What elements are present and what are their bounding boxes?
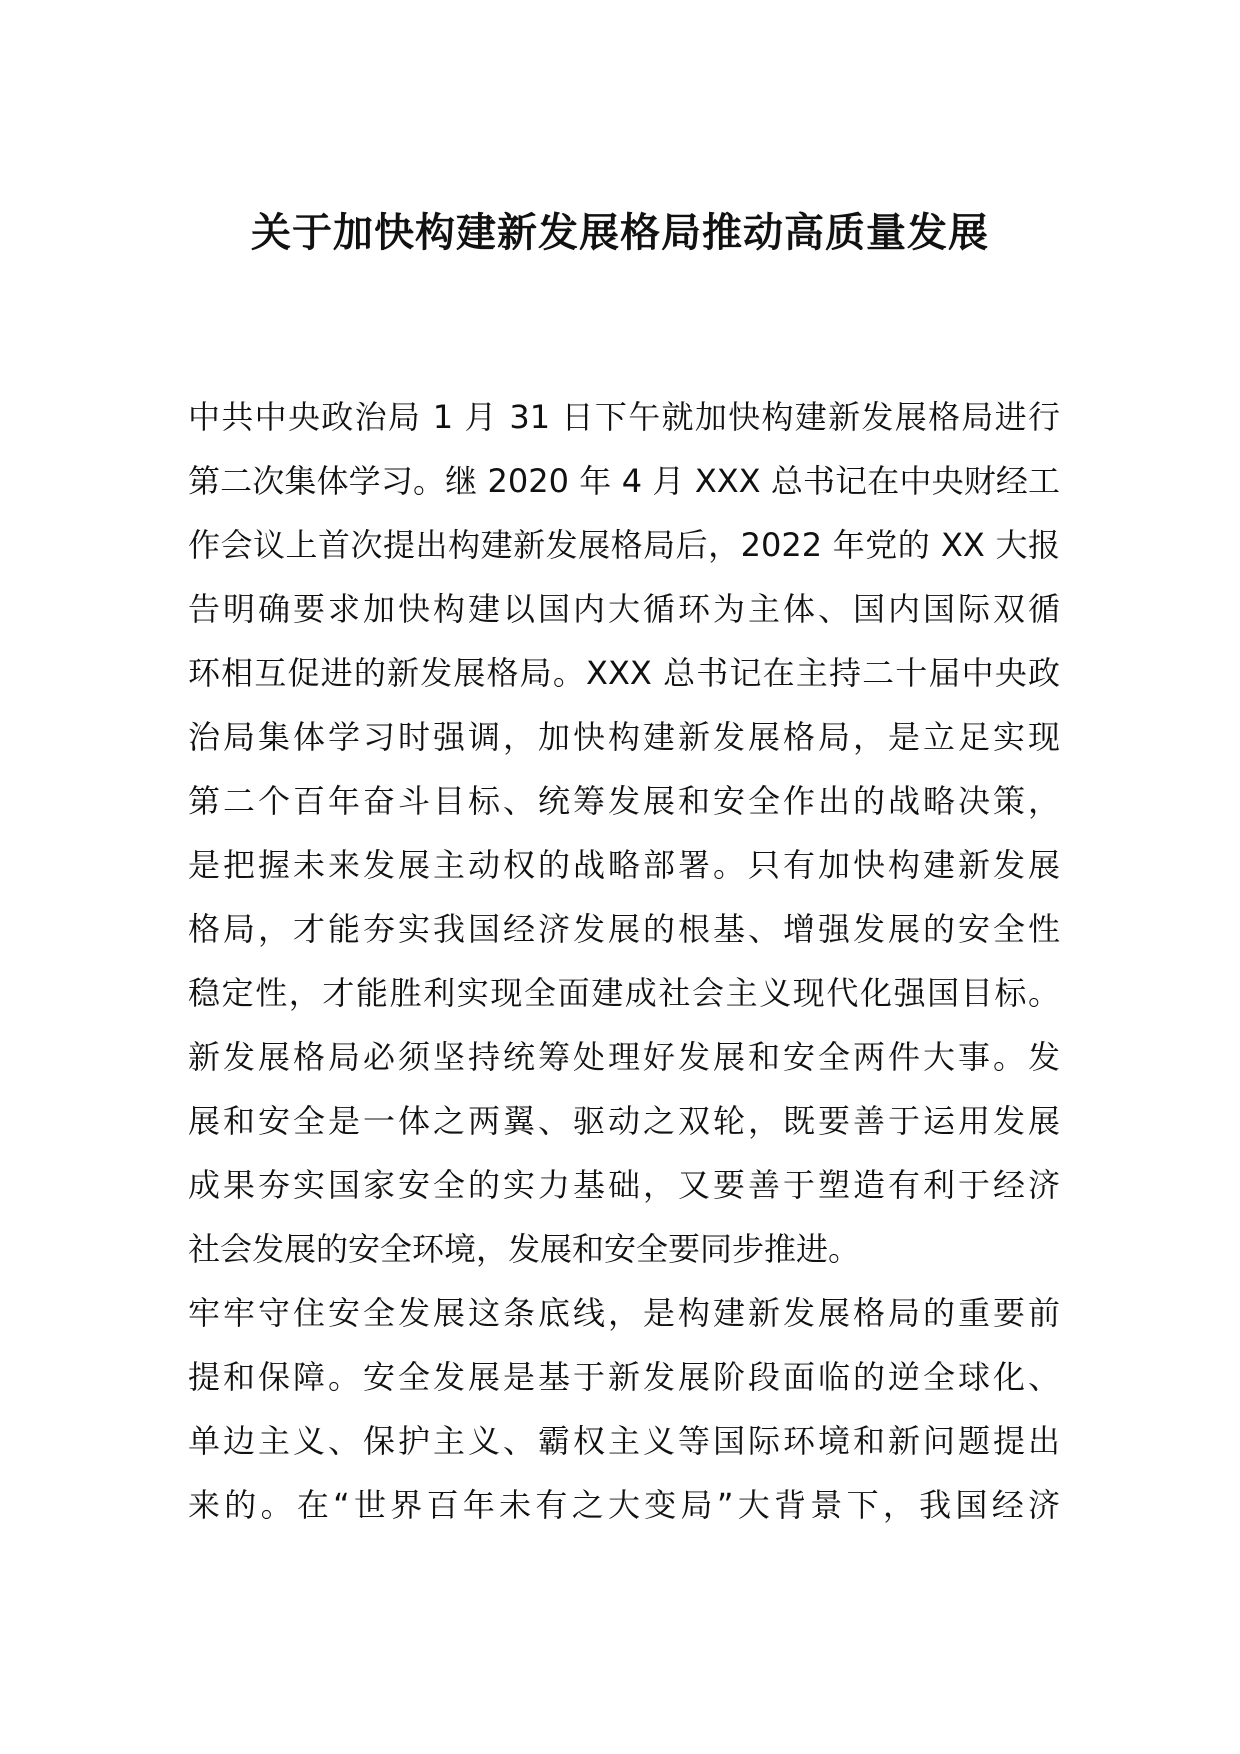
- body-line: 稳定性，才能胜利实现全面建成社会主义现代化强国目标。: [188, 974, 1060, 1012]
- body-line: 是把握未来发展主动权的战略部署。只有加快构建新发展: [188, 846, 1060, 884]
- body-line: 作会议上首次提出构建新发展格局后，2022 年党的 XX 大报: [188, 526, 1060, 564]
- body-line: 环相互促进的新发展格局。XXX 总书记在主持二十届中央政: [188, 654, 1060, 692]
- body-line: 中共中央政治局 1 月 31 日下午就加快构建新发展格局进行: [188, 398, 1060, 436]
- body-line: 提和保障。安全发展是基于新发展阶段面临的逆全球化、: [188, 1358, 1060, 1396]
- body-line: 来的。在“世界百年未有之大变局”大背景下，我国经济: [188, 1486, 1060, 1524]
- body-line: 治局集体学习时强调，加快构建新发展格局，是立足实现: [188, 718, 1060, 756]
- body-line: 成果夯实国家安全的实力基础，又要善于塑造有利于经济: [188, 1166, 1060, 1204]
- body-line: 第二次集体学习。继 2020 年 4 月 XXX 总书记在中央财经工: [188, 462, 1060, 500]
- body-line: 告明确要求加快构建以国内大循环为主体、国内国际双循: [188, 590, 1060, 628]
- body-line: 格局，才能夯实我国经济发展的根基、增强发展的安全性: [188, 910, 1060, 948]
- body-line: 社会发展的安全环境，发展和安全要同步推进。: [188, 1230, 861, 1268]
- body-line: 单边主义、保护主义、霸权主义等国际环境和新问题提出: [188, 1422, 1060, 1460]
- body-line: 展和安全是一体之两翼、驱动之双轮，既要善于运用发展: [188, 1102, 1060, 1140]
- document-title: 关于加快构建新发展格局推动高质量发展: [251, 210, 989, 256]
- body-line: 新发展格局必须坚持统筹处理好发展和安全两件大事。发: [188, 1038, 1060, 1076]
- body-line: 第二个百年奋斗目标、统筹发展和安全作出的战略决策，: [188, 782, 1060, 820]
- document-body: [188, 385, 1060, 1537]
- body-line: 牢牢守住安全发展这条底线，是构建新发展格局的重要前: [188, 1294, 1060, 1332]
